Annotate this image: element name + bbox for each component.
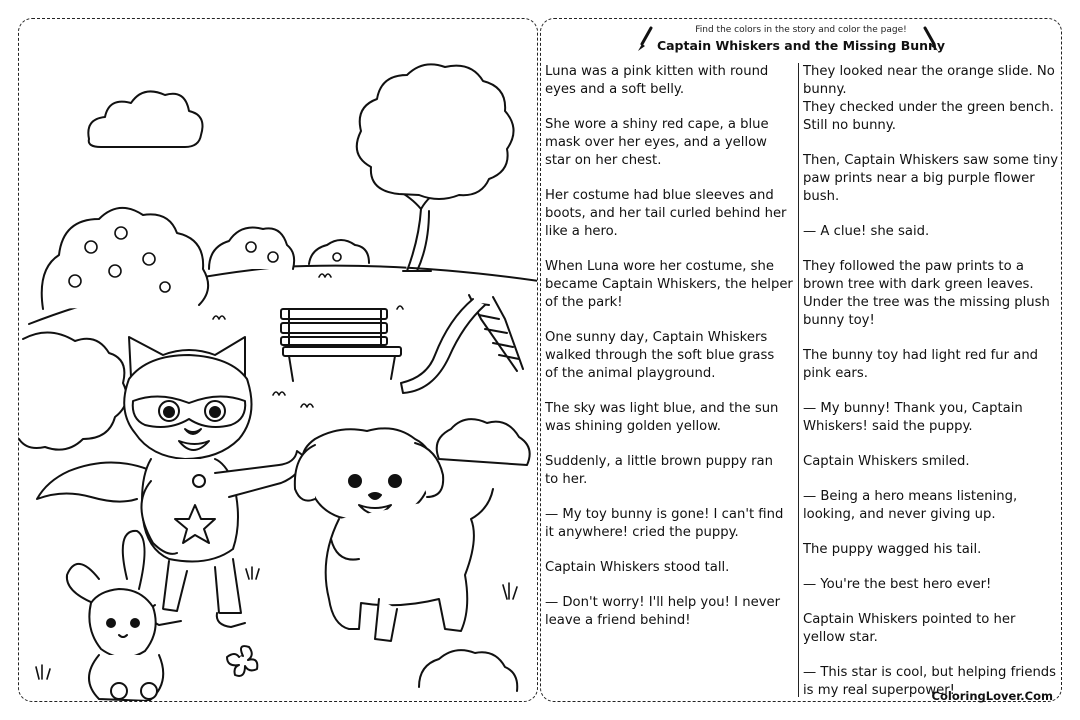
story-paragraph: [803, 347, 1059, 383]
cloud-icon: [88, 91, 202, 147]
story-paragraph: [803, 576, 1059, 594]
story-line: Captain Whiskers stood tall.: [545, 560, 730, 575]
story-line: of the animal playground.: [545, 366, 716, 381]
story-line: became Captain Whiskers, the helper: [545, 277, 793, 292]
story-paragraph: [545, 594, 797, 630]
story-line: The bunny toy had light red fur and: [803, 348, 1039, 363]
story-line: — A clue! she said.: [803, 224, 930, 239]
story-paragraph: [545, 63, 797, 99]
story-line: star on her chest.: [545, 153, 662, 168]
story-paragraph: [545, 559, 797, 577]
story-paragraph: [803, 611, 1059, 647]
story-paragraph: [803, 453, 1059, 471]
story-line: Whiskers! said the puppy.: [803, 419, 973, 434]
coloring-illustration-panel: [18, 18, 538, 702]
cat-hero-icon: [124, 337, 305, 627]
story-line: Captain Whiskers pointed to her: [803, 612, 1016, 627]
story-paragraph: [545, 329, 797, 383]
story-paragraph: [545, 116, 797, 170]
story-line: They looked near the orange slide. No: [803, 64, 1055, 79]
story-line: One sunny day, Captain Whiskers: [545, 330, 768, 345]
story-paragraph: [545, 258, 797, 312]
bench-icon: [281, 309, 401, 381]
slide-icon: [401, 295, 523, 393]
story-line: — Don't worry! I'll help you! I never: [545, 595, 781, 610]
story-paragraph: [803, 152, 1059, 206]
story-line: Still no bunny.: [803, 118, 896, 133]
story-line: The puppy wagged his tail.: [803, 542, 982, 557]
story-paragraph: [545, 400, 797, 436]
story-column-1: [545, 63, 797, 647]
story-line: bush.: [803, 189, 840, 204]
story-line: bunny toy!: [803, 313, 875, 328]
story-line: — This star is cool, but helping friends: [803, 665, 1057, 680]
story-line: She wore a shiny red cape, a blue: [545, 117, 769, 132]
story-line: looking, and never giving up.: [803, 507, 996, 522]
story-line: bunny.: [803, 82, 847, 97]
story-line: like a hero.: [545, 224, 618, 239]
story-line: — My bunny! Thank you, Captain: [803, 401, 1023, 416]
brand-footer: ColoringLover.Com: [931, 689, 1053, 703]
story-line: Luna was a pink kitten with round: [545, 64, 769, 79]
story-line: They checked under the green bench.: [803, 100, 1054, 115]
story-line: — My toy bunny is gone! I can't find: [545, 507, 784, 522]
story-line: Under the tree was the missing plush: [803, 295, 1050, 310]
story-line: — You're the best hero ever!: [803, 577, 992, 592]
story-line: it anywhere! cried the puppy.: [545, 525, 739, 540]
story-line: When Luna wore her costume, she: [545, 259, 774, 274]
column-divider: [798, 63, 799, 697]
story-line: walked through the soft blue grass: [545, 348, 775, 363]
story-line: of the park!: [545, 295, 623, 310]
story-paragraph: [545, 453, 797, 489]
story-line: boots, and her tail curled behind her: [545, 206, 787, 221]
tree-icon: [357, 64, 514, 271]
story-line: leave a friend behind!: [545, 613, 691, 628]
story-line: yellow star.: [803, 630, 878, 645]
story-line: mask over her eyes, and a yellow: [545, 135, 767, 150]
story-paragraph: [803, 258, 1059, 330]
story-panel: [540, 18, 1062, 702]
story-paragraph: [803, 63, 1059, 135]
bush-left-lower: [19, 332, 127, 449]
story-line: Her costume had blue sleeves and: [545, 188, 774, 203]
story-line: Captain Whiskers smiled.: [803, 454, 970, 469]
story-paragraph: [803, 400, 1059, 436]
instructions-subtitle: Find the colors in the story and color the page!: [695, 25, 907, 35]
coloring-illustration: [19, 19, 538, 702]
story-line: They followed the paw prints to a: [803, 259, 1024, 274]
story-paragraph: [803, 223, 1059, 241]
story-line: Then, Captain Whiskers saw some tiny: [803, 153, 1059, 168]
story-line: to her.: [545, 472, 588, 487]
story-title: Captain Whiskers and the Missing Bunny: [656, 38, 946, 53]
story-paragraph: [803, 541, 1059, 559]
story-line: brown tree with dark green leaves.: [803, 277, 1034, 292]
cape: [37, 462, 147, 501]
story-paragraph: [545, 506, 797, 542]
story-line: — Being a hero means listening,: [803, 489, 1018, 504]
bunny-icon: [67, 531, 163, 701]
story-line: Suddenly, a little brown puppy ran: [545, 454, 773, 469]
story-line: paw prints near a big purple flower: [803, 171, 1035, 186]
story-line: eyes and a soft belly.: [545, 82, 685, 97]
story-paragraph: [545, 187, 797, 241]
story-line: pink ears.: [803, 366, 868, 381]
flower-icon: [227, 646, 257, 676]
story-line: was shining golden yellow.: [545, 419, 721, 434]
story-paragraph: [803, 488, 1059, 524]
story-column-2: [803, 63, 1059, 717]
story-line: The sky was light blue, and the sun: [545, 401, 779, 416]
story-line: is my real superpower!: [803, 683, 955, 698]
